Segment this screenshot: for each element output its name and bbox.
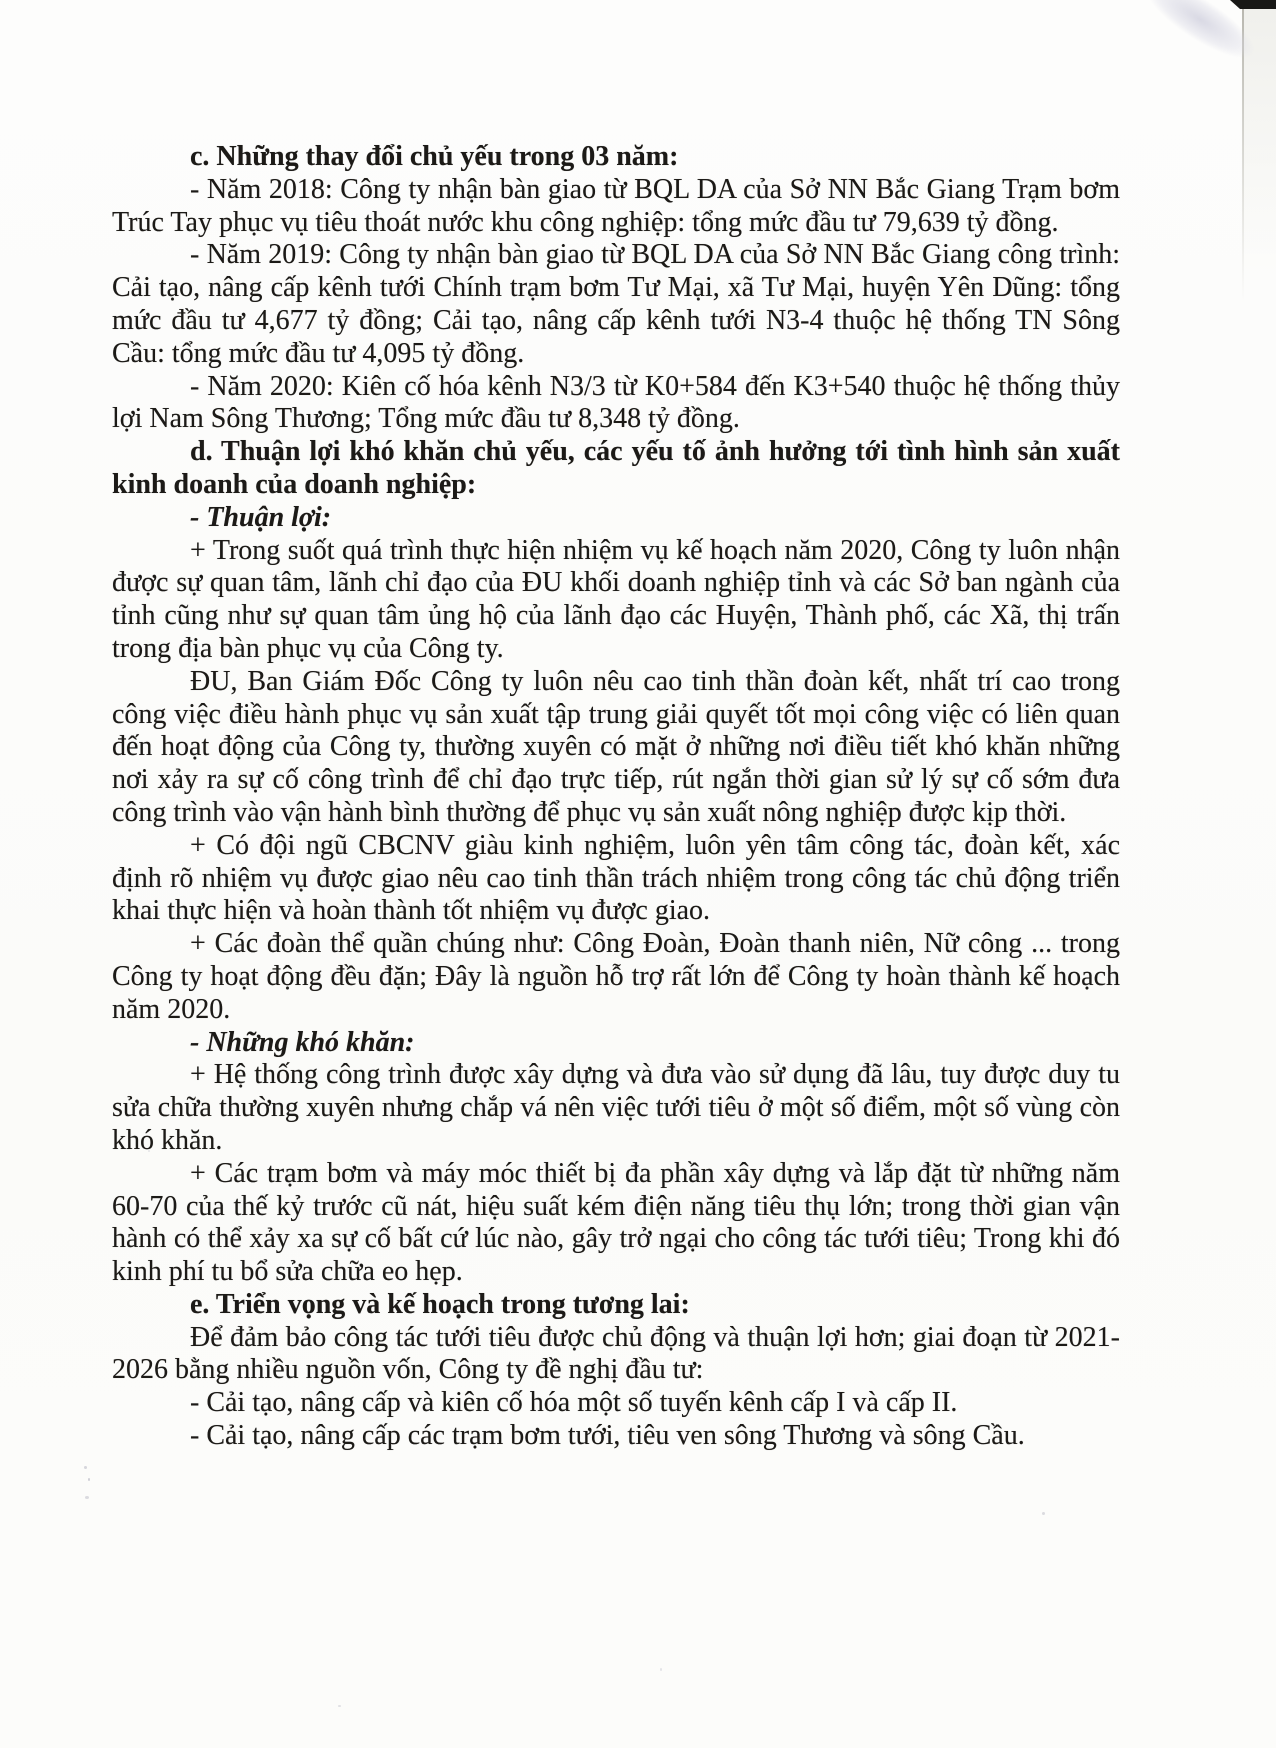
paragraph-year-2020: - Năm 2020: Kiên cố hóa kênh N3/3 từ K0+584 đến K3+540 thuộc hệ thống thủy lợi Nam Sông Thương; Tổng mức đầu tư 8,348 tỷ đồng.: [112, 370, 1120, 435]
scan-smudge-artifact: [1103, 0, 1276, 106]
paragraph-difficulty-2: + Các trạm bơm và máy móc thiết bị đa phần xây dựng và lắp đặt từ những năm 60-70 của thế kỷ trước cũ nát, hiệu suất kém điện năng tiêu thụ lớn; trong thời gian vận hành có thể xảy xa sự cố bất cứ lúc nào, gây trở ngại cho công tác tưới tiêu; Trong khi đó kinh phí tu bổ sửa chữa eo hẹp.: [112, 1157, 1120, 1288]
paragraph-plan-item-2: - Cải tạo, nâng cấp các trạm bơm tưới, tiêu ven sông Thương và sông Cầu.: [190, 1420, 1025, 1452]
paragraph-advantage-2: ĐU, Ban Giám Đốc Công ty luôn nêu cao tinh thần đoàn kết, nhất trí cao trong công việc điều hành phục vụ sản xuất tập trung giải quyết tốt mọi công việc có liên quan đến hoạt động của Công ty, thường xuyên có mặt ở những nơi điều tiết khó khăn những nơi xảy ra sự cố công trình để chỉ đạo trực tiếp, rút ngắn thời gian sử lý sự cố sớm đưa công trình vào vận hành bình thường để phục vụ sản xuất nông nghiệp được kịp thời.: [112, 665, 1120, 828]
paragraph-year-2018: - Năm 2018: Công ty nhận bàn giao từ BQL DA của Sở NN Bắc Giang Trạm bơm Trúc Tay phục vụ tiêu thoát nước khu công nghiệp: tổng mức đầu tư 79,639 tỷ đồng.: [112, 173, 1120, 238]
paragraph-advantage-4: + Các đoàn thể quần chúng như: Công Đoàn, Đoàn thanh niên, Nữ công ... trong Công ty hoạt động đều đặn; Đây là nguồn hỗ trợ rất lớn để Công ty hoàn thành kế hoạch năm 2020.: [112, 928, 1120, 1025]
paragraph-outlook-intro: Để đảm bảo công tác tưới tiêu được chủ động và thuận lợi hơn; giai đoạn từ 2021-2026 bằng nhiều nguồn vốn, Công ty đề nghị đầu tư:: [112, 1321, 1120, 1386]
paragraph-advantage-1: + Trong suốt quá trình thực hiện nhiệm vụ kế hoạch năm 2020, Công ty luôn nhận được sự quan tâm, lãnh chỉ đạo của ĐU khối doanh nghiệp tỉnh và các Sở ban ngành của tỉnh cũng như sự quan tâm ủng hộ của lãnh đạo các Huyện, Thành phố, các Xã, thị trấn trong địa bàn phục vụ của Công ty.: [112, 534, 1120, 664]
paragraph-advantage-3: + Có đội ngũ CBCNV giàu kinh nghiệm, luôn yên tâm công tác, đoàn kết, xác định rõ nhiệm vụ được giao nêu cao tinh thần trách nhiệm trong công tác chủ động triển khai thực hiện và hoàn thành tốt nhiệm vụ được giao.: [112, 829, 1120, 927]
scan-speck: [1042, 1512, 1045, 1515]
paragraph-year-2019: - Năm 2019: Công ty nhận bàn giao từ BQL DA của Sở NN Bắc Giang công trình: Cải tạo, nâng cấp kênh tưới Chính trạm bơm Tư Mại, xã Tư Mại, huyện Yên Dũng: tổng mức đầu tư 4,677 tỷ đồng; Cải tạo, nâng cấp kênh tưới N3-4 thuộc hệ thống TN Sông Cầu: tổng mức đầu tư 4,095 tỷ đồng.: [112, 239, 1120, 369]
section-heading-c: c. Những thay đổi chủ yếu trong 03 năm:: [190, 141, 679, 172]
scan-speck: [84, 1466, 87, 1469]
paragraph-plan-item-1: - Cải tạo, nâng cấp và kiên cố hóa một số tuyến kênh cấp I và cấp II.: [190, 1387, 958, 1419]
scan-speck: [660, 1668, 662, 1671]
scan-speck: [85, 1496, 89, 1499]
scan-speck: [338, 1705, 341, 1707]
section-heading-d: d. Thuận lợi khó khăn chủ yếu, các yếu tố ảnh hưởng tới tình hình sản xuất kinh doanh của doanh nghiệp:: [112, 436, 1120, 500]
paragraph-difficulty-1: + Hệ thống công trình được xây dựng và đưa vào sử dụng đã lâu, tuy được duy tu sửa chữa thường xuyên nhưng chắp vá nên việc tưới tiêu ở một số điểm, một số vùng còn khó khăn.: [112, 1059, 1120, 1156]
subheading-difficulties: - Những khó khăn:: [190, 1026, 415, 1058]
scan-speck: [88, 1478, 90, 1481]
subheading-advantages: - Thuận lợi:: [190, 501, 332, 533]
section-heading-e: e. Triển vọng và kế hoạch trong tương lai:: [190, 1288, 690, 1320]
document-text-block: [112, 141, 1120, 1453]
